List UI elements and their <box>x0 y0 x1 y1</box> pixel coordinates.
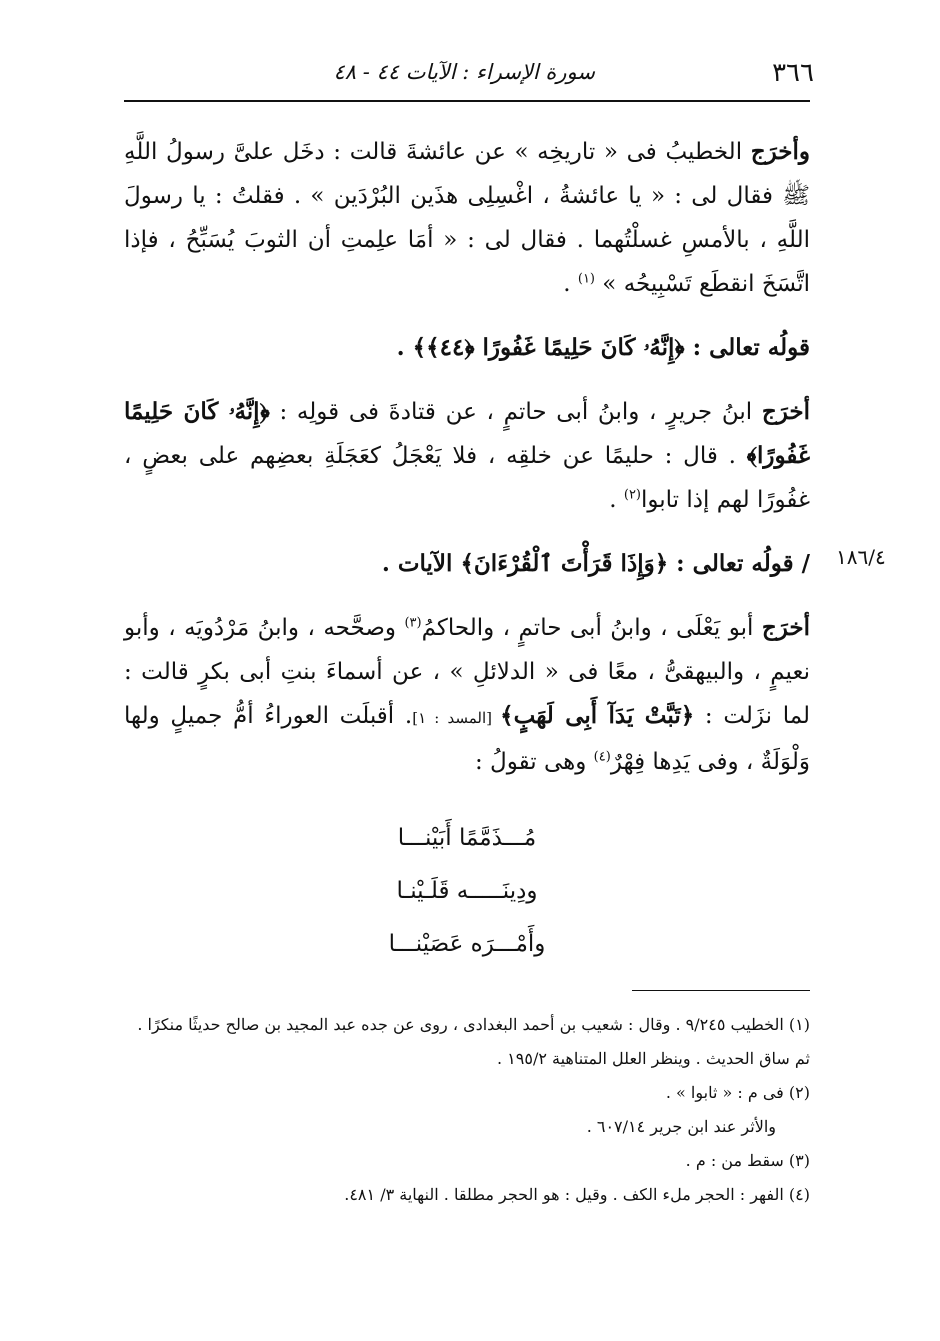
footnote-marker-1: (١) <box>577 271 595 287</box>
heading-label: / قولُه تعالى : <box>668 550 810 577</box>
poem-line: ودِينَـــــه قَلَـيْنـا <box>396 878 538 904</box>
heading-end: الآيات . <box>381 550 461 577</box>
poem-verses <box>124 812 810 971</box>
header-divider <box>124 100 810 102</box>
footnote-4: (٤) الفهر : الحجر ملء الكف . وقيل : هو الحجر مطلقا . النهاية ٣/ ٤٨١. <box>344 1185 810 1204</box>
margin-volume-reference: ١٨٦/٤ <box>836 545 886 569</box>
quran-reference: [المسد : ١] <box>412 709 501 727</box>
paragraph-1 <box>124 130 810 306</box>
paragraph-text: وصحَّحه ، وابنُ مَرْدُويَه ، وأبو نعيمٍ ، والبيهقىُّ ، معًا فى « الدلائلِ » ، عن أسماءَ بنتِ أبى بكرٍ قالت : لما نزَلت : <box>124 615 811 729</box>
main-text <box>124 130 810 804</box>
paragraph-text: وهى تقولُ : <box>474 749 594 775</box>
paragraph-2 <box>124 390 810 522</box>
paragraph-lead-word: وأخرَج <box>750 138 810 165</box>
paragraph-lead-word: أخرَج <box>761 398 810 425</box>
footnote-divider <box>632 990 810 991</box>
quran-verse: ﴿وَإِذَا قَرَأْتَ ٱلْقُرْءَانَ﴾ <box>460 550 669 577</box>
heading-label: قولُه تعالى : <box>684 334 810 361</box>
footnote-1: (١) الخطيب ٩/٢٤٥ . وقال : شعيب بن أحمد البغدادى ، روى عن جده عبد المجيد بن صالح حديثًا منكرًا . ثم ساق الحديث . وينظر العلل المتناهية ١٩٥/٢ . <box>137 1015 810 1068</box>
paragraph-3 <box>124 606 810 784</box>
page-number: ٣٦٦ <box>772 58 814 88</box>
paragraph-lead-word: أخرَج <box>761 614 810 641</box>
quran-verse: ﴿إِنَّهُۥ كَانَ حَلِيمًا غَفُورًا﴾ <box>124 398 810 469</box>
heading-end: . <box>396 334 413 361</box>
footnote-2-continuation: والأثر عند ابن جرير ٦٠٧/١٤ . <box>586 1117 776 1136</box>
poem-line: وأَمْـــرَه عَصَيْنـــا <box>388 931 546 957</box>
quran-verse: ﴿تَبَّتْ يَدَآ أَبِى لَهَبٍ﴾ <box>500 702 695 729</box>
paragraph-end: . <box>609 487 624 513</box>
footnote-3: (٣) سقط من : م . <box>685 1151 810 1170</box>
paragraph-text: . أقبلَت العوراءُ أمُّ جميلٍ ولها وَلْوَلَةٌ ، وفى يَدِها فِهْرٌ <box>124 703 810 775</box>
quran-verse: ﴿إِنَّهُۥ كَانَ حَلِيمًا غَفُورًا ﴿٤٤﴾﴾ <box>412 334 685 361</box>
verse-heading-2 <box>124 542 810 586</box>
running-title: سورة الإسراء : الآيات ٤٤ - ٤٨ <box>333 60 595 84</box>
paragraph-end: . <box>563 271 578 297</box>
paragraph-text: الخطيبُ فى « تاريخِه » عن عائشةَ قالت : دخَل علىَّ رسولُ اللَّهِ ﷺ فقال لى : « يا عائشةُ ، اغْسِلِى هذَين البُرْدَين » . فقلتُ : يا رسولَ اللَّهِ ، بالأمسِ غسلْتُهما . فقال لى : « أمَا علِمتِ أن الثوبَ يُسَبِّحُ ، فإذا اتَّسَخَ انقطَع تَسْبِيحُه » <box>124 139 810 297</box>
footnotes <box>124 1008 810 1212</box>
paragraph-text: أبو يَعْلَى ، وابنُ أبى حاتمٍ ، والحاكمُ <box>421 615 762 641</box>
paragraph-text: ابنُ جريرٍ ، وابنُ أبى حاتمٍ ، عن قتادةَ فى قولِه : <box>269 399 762 425</box>
footnote-marker-4: (٤) <box>593 749 611 765</box>
footnote-marker-3: (٣) <box>404 615 422 631</box>
poem-line: مُـــذَمَّمًا أَبَيْنـــا <box>397 825 537 851</box>
verse-heading-1 <box>124 326 810 370</box>
footnote-marker-2: (٢) <box>623 487 641 503</box>
footnote-2: (٢) فى م : « ثابوا » . <box>665 1083 810 1102</box>
paragraph-text: . قال : حليمًا عن خلقِه ، فلا يَعْجَلُ كعَجَلَةِ بعضِهم على بعضٍ ، غفُورًا لهم إذا تابوا <box>124 443 810 513</box>
